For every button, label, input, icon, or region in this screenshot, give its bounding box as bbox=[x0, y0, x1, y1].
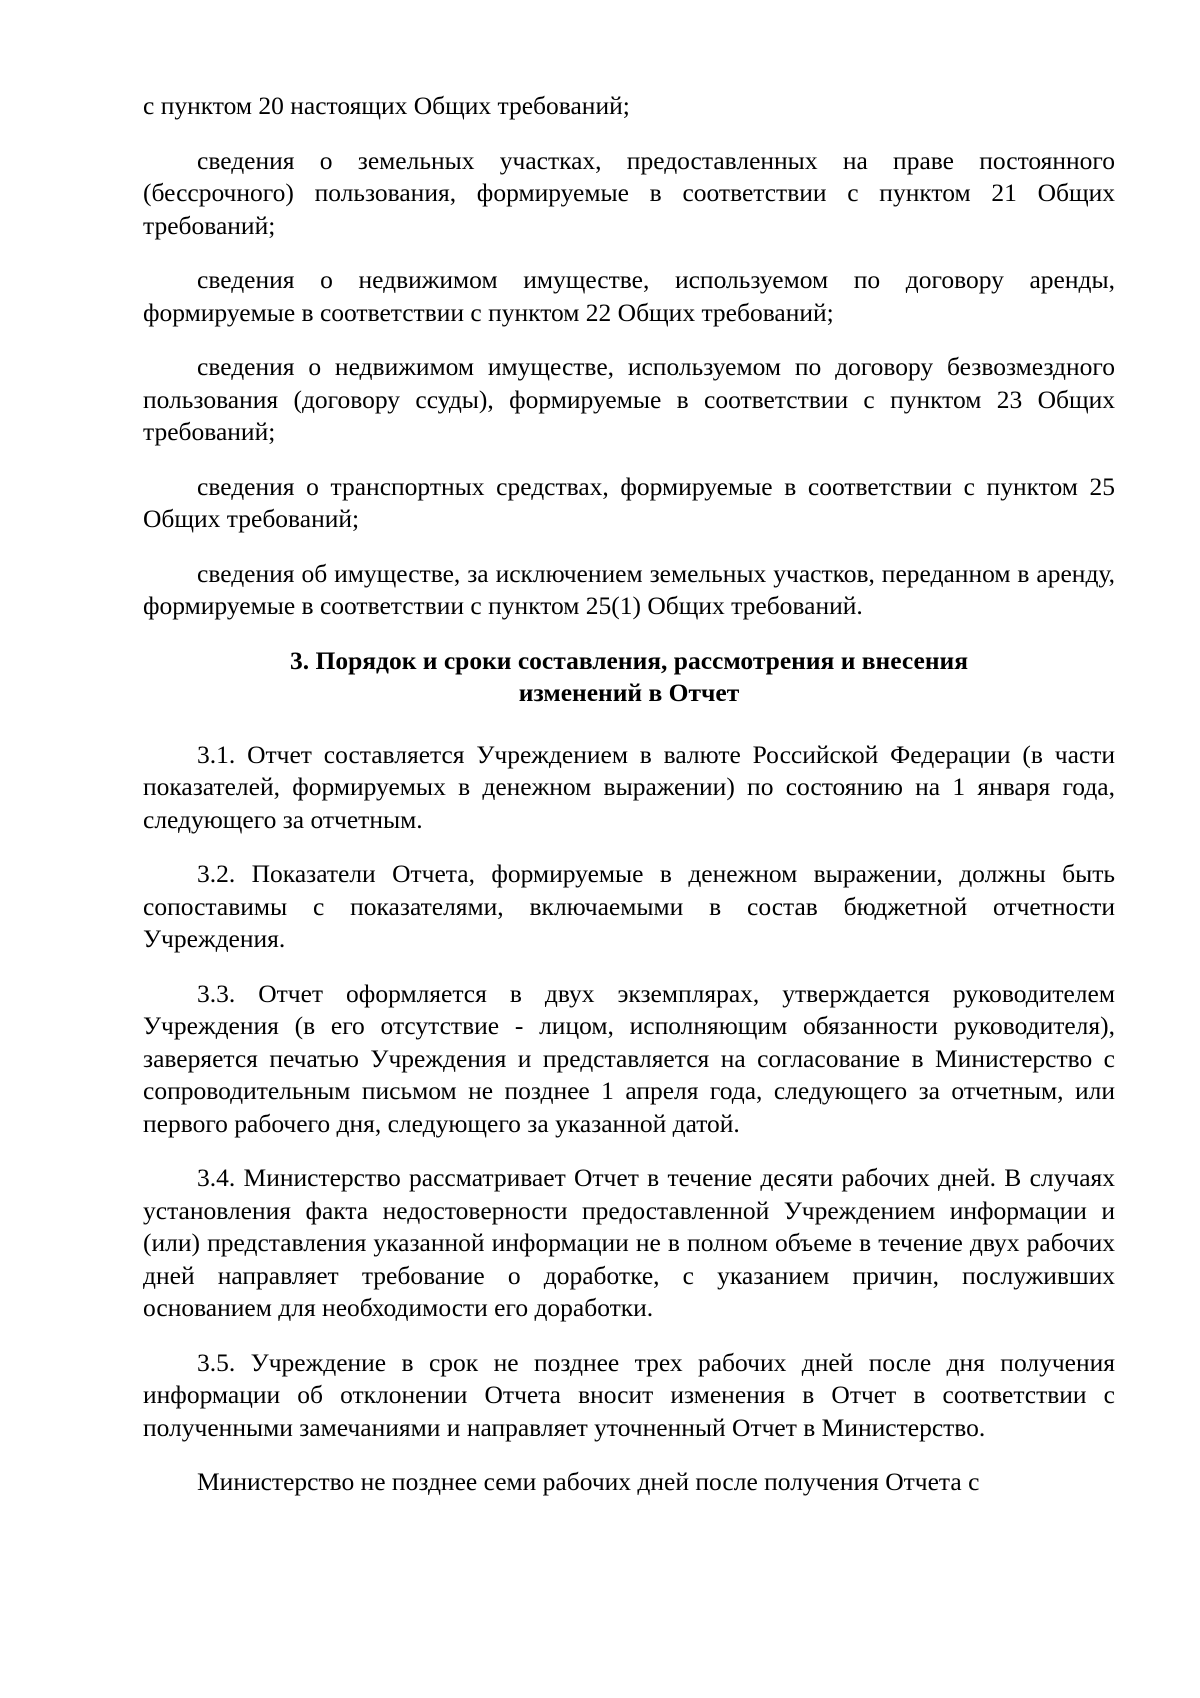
paragraph-vehicles: сведения о транспортных средствах, формируемые в соответствии с пунктом 25 Общих требований; bbox=[143, 471, 1115, 533]
paragraph-3-1: 3.1. Отчет составляется Учреждением в валюте Российской Федерации (в части показателей, формируемых в денежном выражении) по состоянию на 1 января года, следующего за отчетным. bbox=[143, 739, 1115, 834]
paragraph-ministry-review: Министерство не позднее семи рабочих дней после получения Отчета с bbox=[197, 1467, 980, 1496]
paragraph-land-plots: сведения о земельных участках, предоставленных на праве постоянного (бессрочного) пользования, формируемые в соответствии с пунктом 21 Общих требований; bbox=[143, 145, 1115, 240]
paragraph-3-3: 3.3. Отчет оформляется в двух экземплярах, утверждается руководителем Учреждения (в его отсутствие - лицом, исполняющим обязанности руководителя), заверяется печатью Учреждения и представляется на согласование в Министерство с сопроводительным письмом не позднее 1 апреля года, следующего за отчетным, или первого рабочего дня, следующего за указанной датой. bbox=[143, 978, 1115, 1138]
section-heading bbox=[143, 645, 1115, 709]
document-body bbox=[143, 90, 1115, 1499]
paragraph-real-estate-free-use: сведения о недвижимом имуществе, используемом по договору безвозмездного пользования (договору ссуды), формируемые в соответствии с пунктом 23 Общих требований; bbox=[143, 352, 1115, 446]
paragraph-real-estate-lease: сведения о недвижимом имуществе, используемом по договору аренды, формируемые в соответствии с пунктом 22 Общих требований; bbox=[143, 265, 1115, 327]
section-heading-line-1: 3. Порядок и сроки составления, рассмотрения и внесения bbox=[289, 645, 969, 675]
paragraph-3-4: 3.4. Министерство рассматривает Отчет в течение десяти рабочих дней. В случаях установления факта недостоверности предоставленной Учреждением информации и (или) представления указанной информации не в полном объеме в течение двух рабочих дней направляет требование о доработке, с указанием причин, послуживших основанием для необходимости его доработки. bbox=[143, 1163, 1115, 1322]
paragraph-3-2: 3.2. Показатели Отчета, формируемые в денежном выражении, должны быть сопоставимы с показателями, включаемыми в состав бюджетной отчетности Учреждения. bbox=[143, 859, 1115, 953]
paragraph-leased-property: сведения об имуществе, за исключением земельных участков, переданном в аренду, формируемые в соответствии с пунктом 25(1) Общих требований. bbox=[143, 558, 1115, 620]
section-heading-line-2: изменений в Отчет bbox=[518, 677, 740, 707]
paragraph-continuation: с пунктом 20 настоящих Общих требований; bbox=[143, 91, 630, 120]
paragraph-3-5: 3.5. Учреждение в срок не позднее трех рабочих дней после дня получения информации об отклонении Отчета вносит изменения в Отчет в соответствии с полученными замечаниями и направляет уточненный Отчет в Министерство. bbox=[143, 1347, 1115, 1442]
